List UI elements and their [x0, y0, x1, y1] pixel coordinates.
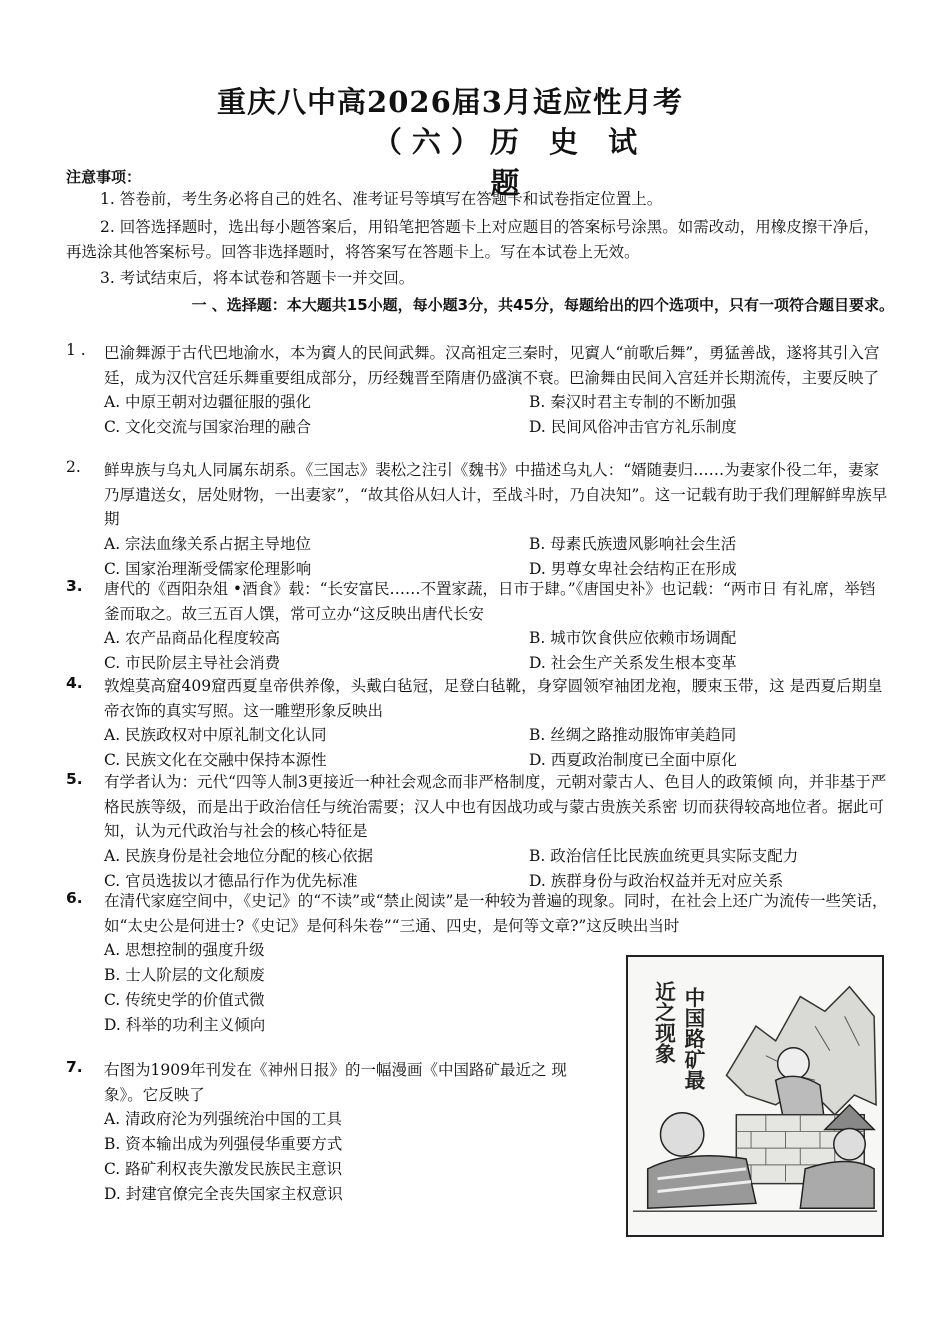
question-number: 7.: [66, 1058, 83, 1076]
option-c[interactable]: C. 文化交流与国家治理的融合: [104, 418, 312, 436]
option-c[interactable]: C. 路矿利权丧失激发民族民主意识: [104, 1160, 343, 1178]
option-d[interactable]: D. 封建官僚完全丧失国家主权意识: [104, 1185, 343, 1203]
option-b[interactable]: B. 丝绸之路推动服饰审美趋同: [529, 726, 737, 744]
option-d[interactable]: D. 科举的功利主义倾向: [104, 1016, 266, 1034]
option-c[interactable]: C. 民族文化在交融中保持本源性: [104, 751, 327, 769]
question-number: 1 .: [66, 341, 86, 359]
option-b[interactable]: B. 秦汉时君主专制的不断加强: [529, 393, 737, 411]
question-2: [66, 458, 888, 582]
exam-subtitle: （六）历 史 试 题: [372, 125, 648, 200]
question-options: [104, 532, 888, 582]
note-item-1: 1. 答卷前，考生务必将自己的姓名、准考证号等填写在答题卡和试卷指定位置上。: [100, 190, 663, 208]
option-d[interactable]: D. 族群身份与政治权益并无对应关系: [529, 871, 784, 890]
option-a[interactable]: A. 农产品商品化程度较高: [104, 629, 281, 647]
option-d[interactable]: D. 民间风俗冲击官方礼乐制度: [529, 418, 737, 436]
option-b[interactable]: B. 母素氏族遗风影响社会生活: [529, 534, 737, 553]
cartoon-drawing: [628, 957, 882, 1235]
question-4: [66, 674, 888, 773]
notes-heading: 注意事项：: [66, 168, 142, 186]
option-d[interactable]: D. 男尊女卑社会结构正在形成: [529, 559, 737, 578]
question-number: 3.: [66, 577, 83, 595]
question-stem: 唐代的《酉阳杂俎 •酒食》载：“长安富民……不置家蔬，日市于肆。”《唐国史补》也记载：“两市日 有礼席，举铛釜而取之。故三五百人馔，常可立办“这反映出唐代长安: [104, 580, 876, 623]
question-number: 4.: [66, 674, 83, 692]
option-a[interactable]: A. 民族政权对中原礼制文化认同: [104, 726, 327, 744]
question-number: 6.: [66, 889, 83, 907]
option-c[interactable]: C. 官员选拔以才德品行作为优先标准: [104, 871, 358, 890]
section-heading: 一 、选择题：本大题共15小题，每小题3分，共45分，每题给出的四个选项中，只有一项符合题目要求。: [191, 296, 894, 314]
note-item-2: 2. 回答选择题时，选出每小题答案后，用铅笔把答题卡上对应题目的答案标号涂黑。如需改动，用橡皮擦干净后，再选涂其他答案标号。回答非选择题时，将答案写在答题卡上。写在本试卷上无效。: [66, 218, 880, 261]
option-a[interactable]: A. 中原王朝对边疆征服的强化: [104, 393, 312, 411]
question-stem: 巴渝舞源于古代巴地渝水，本为賨人的民间武舞。汉高祖定三秦时，见賨人“前歌后舞”，勇猛善战，遂将其引入宫廷，成为汉代宫廷乐舞重要组成部分，历经魏晋至隋唐仍盛演不衰。巴渝舞由民间入宫廷并长期流传，主要反映了: [104, 344, 880, 387]
question-stem: 有学者认为：元代“四等人制3更接近一种社会观念而非严格制度，元朝对蒙古人、色目人的政策倾 向，并非基于严格民族等级，而是出于政治信任与统治需要；汉人中也有因战功或与蒙古贵族关系密 切而获得较高地位者。据此可知，认为元代政治与社会的核心特征是: [104, 773, 887, 840]
question-3: [66, 577, 888, 676]
question-stem: 鲜卑族与乌丸人同属东胡系。《三国志》裴松之注引《魏书》中描述乌丸人：“婿随妻归……为妻家仆役二年，妻家乃厚遣送女，居处财物，一出妻家”，“故其俗从妇人计，至战斗时，乃自决知”。这一记载有助于我们理解鲜卑族早期: [104, 461, 888, 528]
option-a[interactable]: A. 清政府沦为列强统治中国的工具: [104, 1110, 343, 1128]
question-5: [66, 770, 888, 894]
option-a[interactable]: A. 宗法血缘关系占据主导地位: [104, 534, 312, 553]
question-options: [104, 390, 888, 440]
question-stem: 敦煌莫高窟409窟西夏皇帝供养像，头戴白毡冠，足登白毡靴，身穿圆领窄袖团龙袍，腰束玉带，这 是西夏后期皇帝衣饰的真实写照。这一雕塑形象反映出: [104, 677, 883, 720]
cartoon-title-col1: 中国路矿最: [680, 986, 705, 1091]
option-a[interactable]: A. 思想控制的强度升级: [104, 941, 265, 959]
option-c[interactable]: C. 传统史学的价值式微: [104, 991, 265, 1009]
question-number: 5.: [66, 770, 83, 788]
question-options: [104, 626, 888, 676]
question-options: [104, 723, 888, 773]
option-b[interactable]: B. 资本输出成为列强侵华重要方式: [104, 1135, 343, 1153]
note-item-3: 3. 考试结束后，将本试卷和答题卡一并交回。: [100, 269, 415, 287]
option-b[interactable]: B. 士人阶层的文化颓废: [104, 966, 265, 984]
option-a[interactable]: A. 民族身份是社会地位分配的核心依据: [104, 846, 374, 865]
option-d[interactable]: D. 西夏政治制度已全面中原化: [529, 751, 737, 769]
question-1: [66, 341, 888, 440]
question-stem: 在清代家庭空间中，《史记》的“不读”或“禁止阅读”是一种较为普遍的现象。同时，在社会上还广为流传一些笑话，如“太史公是何进士?《史记》是何科朱卷”“三通、四史，是何等文章?”这反映出当时: [104, 892, 888, 935]
exam-title: 重庆八中高2026届3月适应性月考: [217, 85, 683, 119]
cartoon-title-col2: 近之现象: [651, 980, 676, 1064]
cartoon-illustration: [626, 955, 884, 1237]
question-number: 2.: [66, 458, 81, 476]
option-b[interactable]: B. 政治信任比民族血统更具实际支配力: [529, 846, 799, 865]
option-b[interactable]: B. 城市饮食供应依赖市场调配: [529, 629, 737, 647]
option-c[interactable]: C. 国家治理渐受儒家伦理影响: [104, 559, 312, 578]
option-d[interactable]: D. 社会生产关系发生根本变革: [529, 654, 737, 672]
option-c[interactable]: C. 市民阶层主导社会消费: [104, 654, 281, 672]
question-options: [104, 844, 888, 894]
question-stem: 右图为1909年刊发在《神州日报》的一幅漫画《中国路矿最近之 现象》。它反映了: [104, 1061, 567, 1104]
